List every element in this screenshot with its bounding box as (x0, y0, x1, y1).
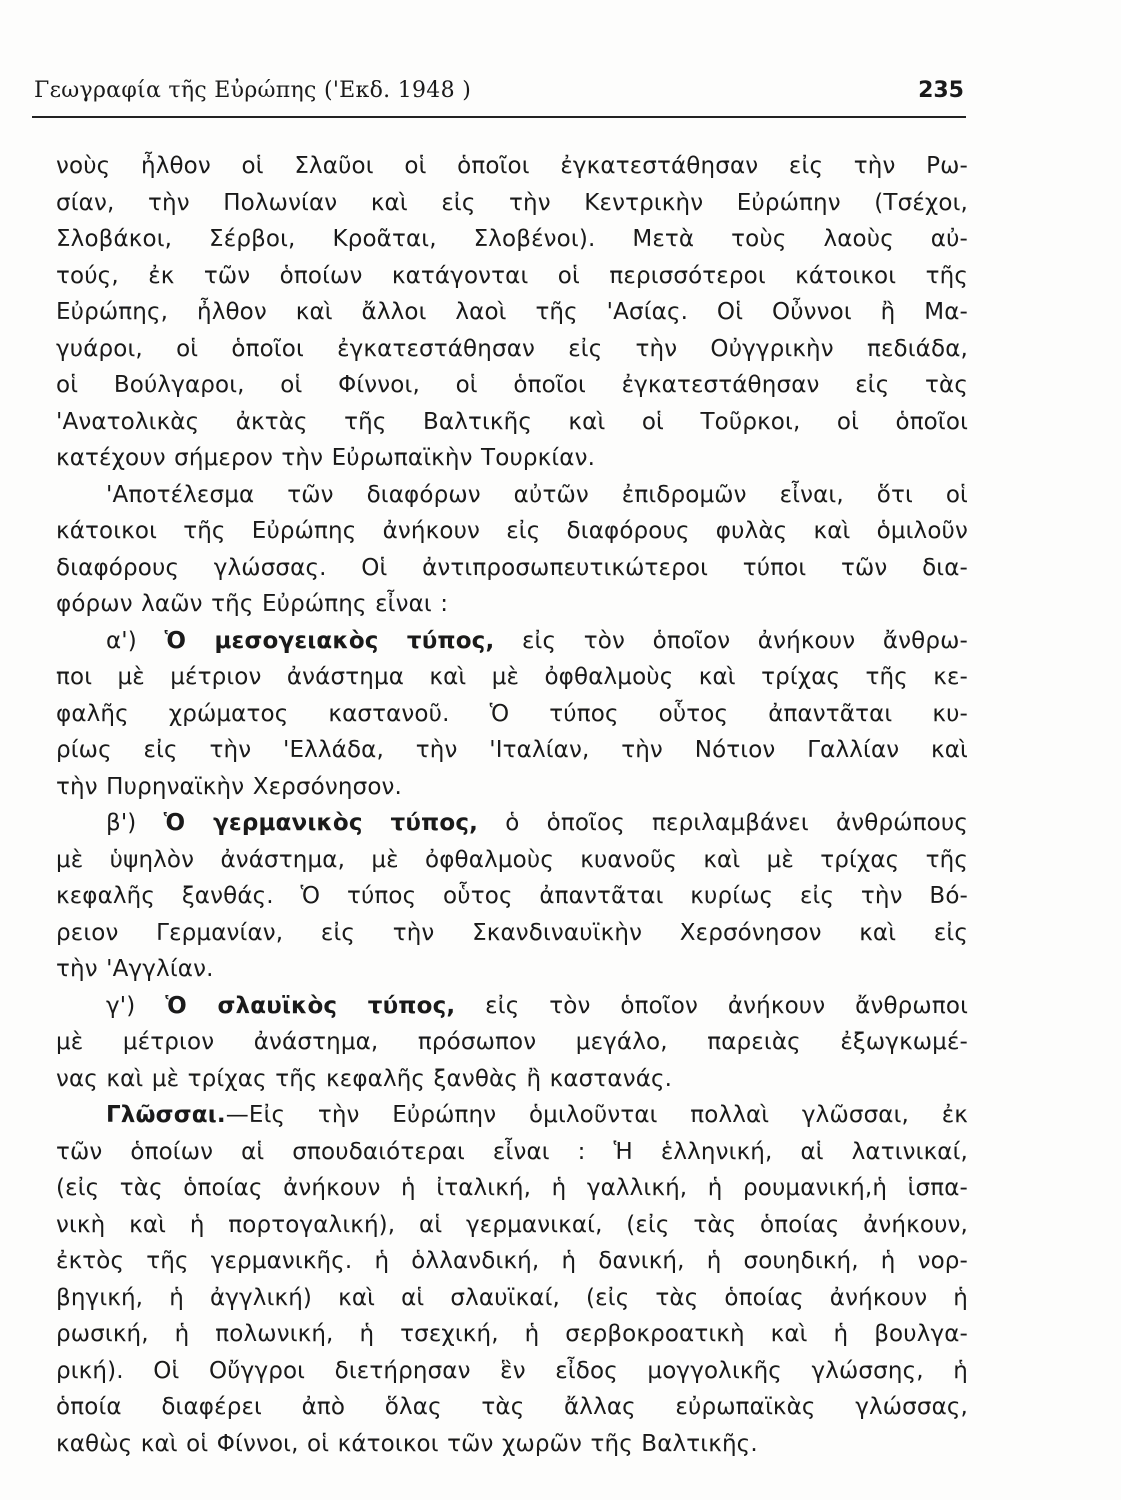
text-line (56, 331, 968, 368)
text-line (56, 1389, 968, 1426)
line-rest: εἰς τὸν ὁποῖον ἀνήκουν ἄνθρω- (494, 627, 968, 654)
line-prefix: α') (106, 627, 165, 654)
line-prefix: γ') (106, 992, 166, 1019)
line-text: τῶν ὁποίων αἱ σπουδαιότεραι εἶναι : Ἡ ἑλληνική, αἱ λατινικαί, (56, 1138, 968, 1165)
text-line (56, 1061, 968, 1098)
header-rule (32, 116, 966, 118)
line-rest: ὁ ὁποῖος περιλαμβάνει ἀνθρώπους (478, 810, 968, 836)
text-line (56, 1243, 968, 1280)
text-line (56, 586, 968, 623)
text-line (56, 769, 968, 806)
text-line (56, 513, 968, 550)
text-line (56, 185, 968, 222)
line-text: ρωσική, ἡ πολωνική, ἡ τσεχική, ἡ σερβοκροατικὴ καὶ ἡ βουλγα- (56, 1321, 968, 1347)
text-line (56, 1170, 968, 1207)
bold-term: Ὁ σλαυϊκὸς τύπος, (165, 992, 456, 1019)
line-text: κεφαλῆς ξανθάς. Ὁ τύπος οὗτος ἀπαντᾶται κυρίως εἰς τὴν Βό- (56, 883, 968, 909)
line-text: νικὴ καὶ ἡ πορτογαλική), αἱ γερμανικαί, (εἰς τὰς ὁποίας ἀνήκουν, (56, 1211, 968, 1238)
line-text: τὴν Πυρηναϊκὴν Χερσόνησον. (56, 773, 403, 800)
line-text: φόρων λαῶν τῆς Εὐρώπης εἶναι : (56, 591, 449, 617)
line-text: μὲ μέτριον ἀνάστημα, πρόσωπον μεγάλο, παρειὰς ἐξωγκωμέ- (56, 1029, 968, 1055)
text-line (56, 915, 968, 952)
text-line (56, 258, 968, 295)
text-line (56, 1134, 968, 1171)
text-line (56, 805, 968, 842)
line-text: Σλοβάκοι, Σέρβοι, Κροᾶται, Σλοβένοι). Μετὰ τοὺς λαοὺς αὐ- (56, 226, 968, 252)
bold-term: Ὁ μεσογειακὸς τύπος, (164, 627, 495, 654)
line-text: φαλῆς χρώματος καστανοῦ. Ὁ τύπος οὗτος ἀπαντᾶται κυ- (56, 700, 968, 727)
line-text: γυάροι, οἱ ὁποῖοι ἐγκατεστάθησαν εἰς τὴν Οὐγγρικὴν πεδιάδα, (56, 335, 968, 362)
text-line (56, 878, 968, 915)
text-line (56, 294, 968, 331)
running-header (34, 78, 964, 114)
line-text: μὲ ὑψηλὸν ἀνάστημα, μὲ ὀφθαλμοὺς κυανοῦς καὶ μὲ τρίχας τῆς (56, 846, 968, 873)
line-text: 'Ανατολικὰς ἀκτὰς τῆς Βαλτικῆς καὶ οἱ Τοῦρκοι, οἱ ὁποῖοι (56, 408, 968, 435)
line-text: νοὺς ἦλθον οἱ Σλαῦοι οἱ ὁποῖοι ἐγκατεστάθησαν εἰς τὴν Ρω- (56, 153, 968, 179)
line-text: καθὼς καὶ οἱ Φίννοι, οἱ κάτοικοι τῶν χωρῶν τῆς Βαλτικῆς. (56, 1430, 758, 1457)
line-text: διαφόρους γλώσσας. Οἱ ἀντιπροσωπευτικώτεροι τύποι τῶν δια- (56, 554, 968, 581)
text-line (56, 440, 968, 477)
text-line (56, 842, 968, 879)
line-text: οἱ Βούλγαροι, οἱ Φίννοι, οἱ ὁποῖοι ἐγκατεστάθησαν εἰς τὰς (56, 372, 968, 398)
line-text: ὁποία διαφέρει ἀπὸ ὅλας τὰς ἄλλας εὐρωπαϊκὰς γλώσσας, (56, 1394, 968, 1420)
line-text: ποι μὲ μέτριον ἀνάστημα καὶ μὲ ὀφθαλμοὺς καὶ τρίχας τῆς κε- (56, 664, 968, 690)
line-text: κάτοικοι τῆς Εὐρώπης ἀνήκουν εἰς διαφόρους φυλὰς καὶ ὁμιλοῦν (56, 518, 968, 544)
header-title: Γεωγραφία τῆς Εὐρώπης ('Εκδ. 1948 ) (34, 78, 472, 103)
line-text: Εὐρώπης, ἦλθον καὶ ἄλλοι λαοὶ τῆς 'Ασίας. Οἱ Οὖννοι ἢ Μα- (56, 299, 968, 325)
line-text: ρειον Γερμανίαν, εἰς τὴν Σκανδιναυϊκὴν Χερσόνησον καὶ εἰς (56, 919, 968, 946)
text-line (56, 148, 968, 185)
text-line (56, 623, 968, 660)
text-line (56, 988, 968, 1025)
text-line (56, 1207, 968, 1244)
page-number: 235 (918, 78, 964, 103)
text-line (56, 1097, 968, 1134)
text-line (56, 696, 968, 733)
text-line (56, 732, 968, 769)
line-rest: εἰς τὸν ὁποῖον ἀνήκουν ἄνθρωποι (455, 992, 968, 1019)
bold-term: Ὁ γερμανικὸς τύπος, (163, 810, 479, 836)
line-text: τούς, ἐκ τῶν ὁποίων κατάγονται οἱ περισσότεροι κάτοικοι τῆς (56, 262, 968, 289)
text-line (56, 221, 968, 258)
text-line (56, 1280, 968, 1317)
line-text: (εἰς τὰς ὁποίας ἀνήκουν ἡ ἰταλική, ἡ γαλλική, ἡ ρουμανική,ἡ ἱσπα- (56, 1175, 968, 1201)
body-text (56, 148, 968, 1462)
line-text: κατέχουν σήμερον τὴν Εὐρωπαϊκὴν Τουρκίαν. (56, 445, 596, 471)
line-text: ἐκτὸς τῆς γερμανικῆς. ἡ ὁλλανδική, ἡ δανική, ἡ σουηδική, ἡ νορ- (56, 1248, 968, 1274)
text-line (56, 550, 968, 587)
text-line (56, 404, 968, 441)
bold-term: Γλῶσσαι. (106, 1102, 226, 1128)
line-text: νας καὶ μὲ τρίχας τῆς κεφαλῆς ξανθὰς ἢ καστανάς. (56, 1065, 673, 1092)
line-text: 'Αποτέλεσμα τῶν διαφόρων αὐτῶν ἐπιδρομῶν εἶναι, ὅτι οἱ (106, 481, 968, 508)
line-text: σίαν, τὴν Πολωνίαν καὶ εἰς τὴν Κεντρικὴν Εὐρώπην (Τσέχοι, (56, 189, 968, 216)
text-line (56, 477, 968, 514)
text-line (56, 659, 968, 696)
text-line (56, 1316, 968, 1353)
text-line (56, 1353, 968, 1390)
line-prefix: β') (106, 810, 164, 836)
line-text: τὴν 'Αγγλίαν. (56, 956, 214, 982)
line-text: ρική). Οἱ Οὔγγροι διετήρησαν ἓν εἶδος μογγολικῆς γλώσσης, ἡ (56, 1357, 968, 1384)
line-text: ρίως εἰς τὴν 'Ελλάδα, τὴν 'Ιταλίαν, τὴν Νότιον Γαλλίαν καὶ (56, 737, 968, 763)
line-rest: —Εἰς τὴν Εὐρώπην ὁμιλοῦνται πολλαὶ γλῶσσαι, ἐκ (225, 1102, 968, 1128)
text-line (56, 951, 968, 988)
text-line (56, 1426, 968, 1463)
text-line (56, 367, 968, 404)
line-text: βηγική, ἡ ἀγγλική) καὶ αἱ σλαυϊκαί, (εἰς τὰς ὁποίας ἀνήκουν ἡ (56, 1284, 968, 1311)
text-line (56, 1024, 968, 1061)
